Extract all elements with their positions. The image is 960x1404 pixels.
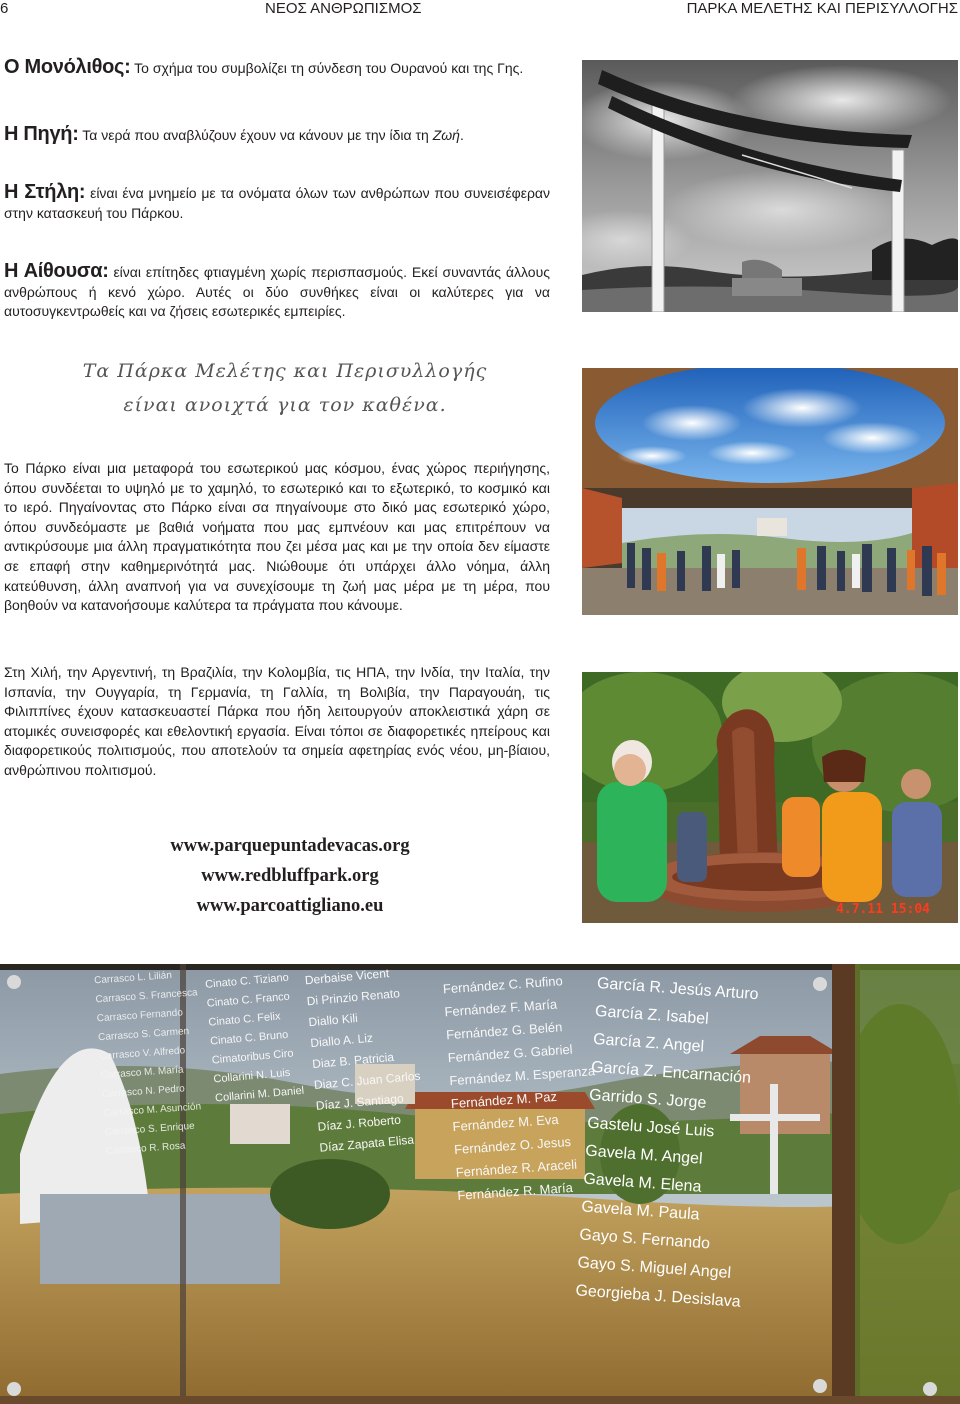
- website-links: [100, 831, 480, 921]
- stele-name: Carrasco R. Rosa: [105, 1140, 186, 1158]
- stele-name: Díaz Zapata Elisa: [318, 1132, 415, 1155]
- definition-term: Η Πηγή:: [4, 123, 79, 145]
- stele-name: Fernández R. Araceli: [455, 1156, 578, 1181]
- stele-names-reflection-photo: [0, 964, 960, 1404]
- monolith-gate-photo: [582, 60, 958, 312]
- tagline-line-1: Τα Πάρκα Μελέτης και Περισυλλογής: [82, 360, 488, 382]
- definition-text-tail: .: [459, 127, 464, 143]
- stele-name: Collarini M. Daniel: [214, 1084, 305, 1105]
- stele-name: Fernández M. Paz: [450, 1088, 558, 1112]
- stele-name: Carrasco S. Carmen: [97, 1025, 190, 1044]
- definition-term: Ο Μονόλιθος:: [4, 56, 131, 78]
- stele-name: Collarini N. Luis: [212, 1066, 291, 1086]
- stele-name: Fernández G. Gabriel: [447, 1041, 574, 1066]
- definition-hall: [4, 262, 550, 322]
- fountain-people-photo: [582, 672, 958, 923]
- stele-name: Fernández C. Rufino: [442, 973, 564, 997]
- stele-name: Fernández G. Belén: [445, 1019, 563, 1043]
- definition-text: είναι ένα μνημείο με τα ονόματα όλων των ανθρώπων που συνεισέφεραν στην κατασκευή του Πάρκου.: [4, 185, 550, 221]
- stele-name: Gavela M. Angel: [584, 1142, 704, 1168]
- stele-name: Carrasco V. Alfredo: [99, 1045, 186, 1063]
- stele-name: Diallo Kili: [307, 1010, 359, 1030]
- stele-name: Diaz B. Patricia: [311, 1049, 395, 1072]
- stele-name: Díaz J. Santiago: [315, 1091, 405, 1113]
- stele-name: Fernández R. María: [456, 1179, 574, 1203]
- definition-spring: [4, 125, 550, 146]
- stele-name: Carrasco Fernando: [96, 1007, 184, 1025]
- stele-name: García R. Jesús Arturo: [596, 974, 760, 1004]
- page-header: [0, 0, 960, 22]
- stele-name: Carrasco S. Francesca: [95, 987, 198, 1006]
- stele-name: Cinato C. Franco: [206, 990, 291, 1010]
- stele-name: Cinato C. Tiziano: [204, 971, 290, 991]
- definition-text: Το σχήμα του συμβολίζει τη σύνδεση του Ουρανού και της Γης.: [130, 60, 524, 76]
- stele-name-column-5: [575, 970, 808, 1320]
- stele-name: García Z. Isabel: [594, 1002, 710, 1028]
- stele-name: Carrasco N. Pedro: [101, 1083, 186, 1101]
- stele-name: Di Prinzio Renato: [306, 986, 401, 1009]
- stele-name: Carrasco M. María: [100, 1064, 184, 1082]
- stele-name: Carrasco S. Enrique: [104, 1120, 196, 1139]
- handwritten-tagline: [60, 354, 510, 422]
- section-title: ΠΑΡΚΑ ΜΕΛΕΤΗΣ ΚΑΙ ΠΕΡΙΣΥΛΛΟΓΗΣ: [686, 0, 958, 17]
- stele-name: Georgieba J. Desislava: [574, 1282, 742, 1311]
- stele-name: Derbaise Vicent: [304, 966, 390, 988]
- definition-text: Τα νερά που αναβλύζουν έχουν να κάνουν με την ίδια τη: [78, 127, 433, 143]
- stele-name: García Z. Encarnación: [590, 1058, 752, 1087]
- fountain-illustration: [582, 672, 958, 923]
- stele-name: Garrido S. Jorge: [588, 1086, 707, 1112]
- definition-emphasis: Ζωή: [432, 127, 460, 143]
- definition-term: Η Στήλη:: [4, 181, 86, 203]
- page-number: 6: [0, 0, 9, 17]
- stele-name: Cinato C. Felix: [208, 1010, 281, 1029]
- hall-with-sky-opening-photo: [582, 368, 958, 615]
- link-red-bluff[interactable]: www.redbluffpark.org: [201, 866, 379, 886]
- link-attigliano[interactable]: www.parcoattigliano.eu: [196, 896, 384, 916]
- body-paragraph-2: Στη Χιλή, την Αργεντινή, τη Βραζιλία, την Κολομβία, τις ΗΠΑ, την Ινδία, την Ιταλία, την Ισπανία, την Ουγγαρία, τη Γερμανία, τη Γαλλία, τη Βολιβία, την Παραγουάη, τις Φιλιππίνες έχουν κατασκευαστεί Πάρκα που ήδη λειτουργούν αποκλειστικά χάρη σε ατομικές συνεισφορές και εθελοντική εργασία. Είναι τόποι σε διαφορετικές ηπείρους και διαφορετικούς πολιτισμούς, που αποτελούν τα σημεία αφετηρίας ενός νέου, μη-βίαιου, ανθρώπινου πολιτισμού.: [4, 664, 550, 778]
- stele-name: Fernández F. María: [444, 996, 558, 1020]
- stele-name: Cinato C. Bruno: [209, 1028, 289, 1048]
- definition-text: είναι επίτηδες φτιαγμένη χωρίς περισπασμούς. Εκεί συναντάς άλλους ανθρώπους ή κενό χώρο. Αυτές οι δύο συνθήκες είναι οι καλύτερες για να αυτοσυγκεντρωθείς και να ζήσεις εσωτερικές εμπειρίες.: [4, 264, 550, 320]
- tagline-line-2: είναι ανοιχτά για τον καθένα.: [123, 394, 447, 416]
- stele-name: García Z. Angel: [592, 1030, 705, 1056]
- hall-illustration: [582, 368, 958, 615]
- stele-name: Gayo S. Miguel Angel: [576, 1254, 732, 1282]
- stele-name: Díaz J. Roberto: [317, 1112, 402, 1134]
- stele-name: Gavela M. Paula: [580, 1198, 701, 1224]
- definition-term: Η Αίθουσα:: [4, 260, 109, 282]
- monolith-gate-illustration: [582, 60, 958, 312]
- stele-name: Gayo S. Fernando: [578, 1226, 711, 1253]
- stele-name: Cimatoribus Ciro: [211, 1047, 294, 1067]
- stele-name: Gavela M. Elena: [582, 1170, 702, 1196]
- definition-monolith: [4, 58, 550, 79]
- stele-name: Fernández M. Eva: [452, 1111, 560, 1135]
- publication-title: ΝΕΟΣ ΑΝΘΡΩΠΙΣΜΟΣ: [265, 0, 422, 17]
- stele-name: Diaz C. Juan Carlos: [313, 1068, 421, 1092]
- body-paragraph-1: Το Πάρκο είναι μια μεταφορά του εσωτερικού μας κόσμου, ένας χώρος περιήγησης, όπου συνδέεται το υψηλό με το χαμηλό, το εσωτερικό και το εξωτερικό, το κοσμικό και το ιερό. Πηγαίνοντας στο Πάρκο είναι σα πηγαίνουμε στο δικό μας εσωτερικό χώρο, όπου συνδεόμαστε με βαθιά νοήματα που μας εμπνέουν και μας επιτρέπουν να αντικρύσουμε μια άλλη πραγματικότητα που ζει μέσα μας και με την οποία δεν είμαστε σε επαφή στην καθημερινότητά μας. Νιώθουμε ότι υπάρχει άλλο νόημα, άλλη κατεύθυνση, άλλη αναπνοή για να συνεχίσουμε τη ζωή μας μέρα με τη μέρα, που βοηθούν να κατανοήσουμε καλύτερα τα πράγματα που κάνουμε.: [4, 460, 550, 614]
- stele-name: Carrasco L. Lilián: [93, 970, 173, 987]
- stele-name: Gastelu José Luis: [586, 1114, 715, 1141]
- link-punta-de-vacas[interactable]: www.parquepuntadevacas.org: [170, 836, 410, 856]
- stele-name: Carrasco M. Asunción: [103, 1101, 202, 1120]
- stele-name-column-3: [304, 964, 460, 1159]
- stele-name: Fernández O. Jesus: [453, 1133, 572, 1158]
- stele-name: Diallo A. Liz: [309, 1030, 374, 1051]
- stele-name: Fernández M. Esperanza: [448, 1063, 596, 1089]
- photo-timestamp: 4.7.11 15:04: [836, 902, 930, 917]
- definition-stele: [4, 183, 550, 223]
